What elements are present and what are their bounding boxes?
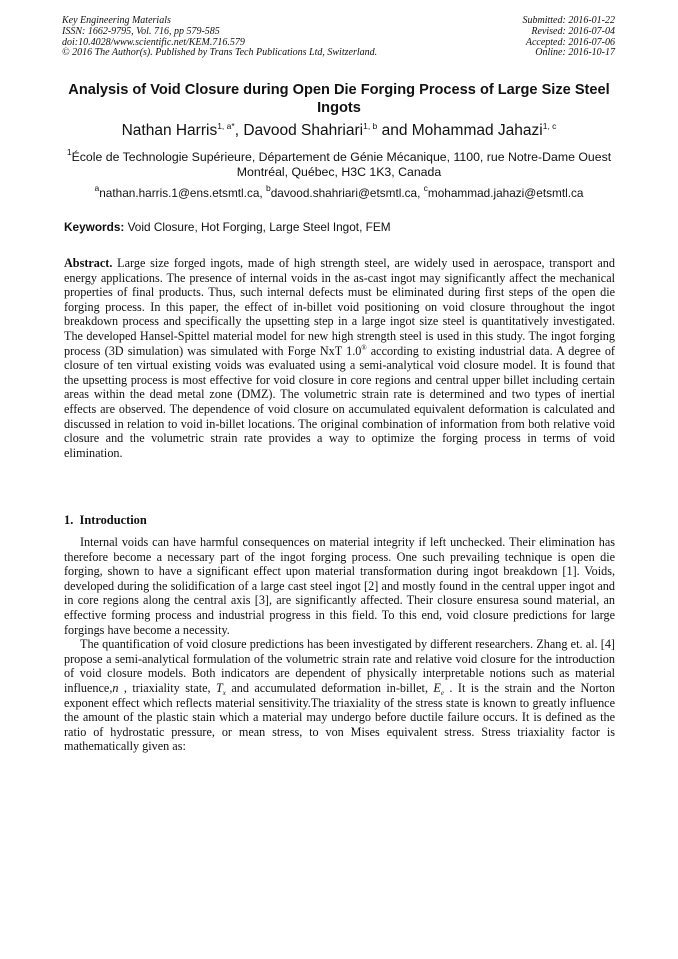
abstract-text: according to existing industrial data. A degree of closure of ten virtual existing voids was evaluated using a semi-analytical void closure model. It is found that the upsetting process is most effective for void closure in core regions and central upper billet including certain areas within the dead metal zone (DMZ). The volumetric strain rate is determined and two types of inertial effects are observed. The dependence of void closure on accumulated equivalent deformation is calculated and discussed in relation to void in-billet locations. The original combination of information from both relative void closure and the volumetric strain rate provides a way to optimize the forging process in terms of void elimination. [64, 343, 615, 460]
paragraph-text: The quantification of void closure predictions has been investigated by different researchers. Zhang et. al. [4] propose a semi-analytical formulation of the volumetric strain rate and relative void closure for the introduction of void closure models. Both indicators are dependent of physically interpretable notions such as material influence, [64, 637, 615, 695]
math-symbol-n: n [112, 680, 119, 695]
email-address[interactable]: davood.shahriari@etsmtl.ca, [270, 186, 424, 200]
paragraph-text: , triaxiality state, [118, 680, 217, 695]
doi[interactable]: doi:10.4028/www.scientific.net/KEM.716.579 [62, 36, 245, 48]
author-list [40, 122, 638, 140]
author-affiliation-mark: 1, b [363, 121, 378, 131]
author-affiliation-mark: 1, a* [217, 121, 235, 131]
copyright: © 2016 The Author(s). Published by Trans Tech Publications Ltd, Switzerland. [62, 47, 378, 59]
paragraph: Internal voids can have harmful consequences on material integrity if left unchecked. Their elimination has therefore become a necessary part of the ingot forging process. One such prevailing technique is open die forging, shown to have a significant effect upon material transformation during ingot breakdown [1]. Voids, developed during the solidification of a large cast steel ingot [2] and mostly found in the central upper ingot and in core regions along the central axis [3], are significantly affected. Their closure ensuresa sound material, an effective forming process and industrial progress in this field. To this end, void closure predictions for large forgings have become a necessity. [64, 535, 615, 637]
affiliation [60, 147, 618, 180]
email-list [40, 183, 638, 200]
author-separator: and [377, 122, 412, 139]
online-date: Online: 2016-10-17 [535, 47, 615, 59]
abstract-label: Abstract. [64, 256, 113, 270]
keywords-label: Keywords: [64, 220, 125, 234]
email-mark: c [423, 183, 428, 193]
keywords [64, 220, 624, 234]
revised-date: Revised: 2016-07-04 [531, 25, 615, 37]
math-symbol-E: E [433, 680, 441, 695]
author-name: Nathan Harris [121, 122, 218, 139]
section-title: Introduction [79, 513, 147, 527]
abstract-text: Large size forged ingots, made of high strength steel, are widely used in aerospace, transport and energy applications. The presence of internal voids in the as-cast ingot may significantly affect the mechanical properties of final products. Thus, such internal defects must be eliminated during first steps of the open die forging process. In this paper, the effect of in-billet void positioning on void closure throughout the ingot breakdown process and specifically the upsetting step in a large ingot size steel is quantitatively investigated. The developed Hansel-Spittel material model for new high strength steel is used in this study. The ingot forging process (3D simulation) was simulated with Forge NxT 1.0 [64, 256, 615, 358]
affiliation-mark: 1 [66, 147, 72, 157]
email-address[interactable]: nathan.harris.1@ens.etsmtl.ca, [99, 186, 266, 200]
author-name: Mohammad Jahazi [411, 122, 543, 139]
accepted-date: Accepted: 2016-07-06 [525, 36, 615, 48]
abstract [64, 256, 615, 460]
paragraph [64, 637, 615, 754]
paragraph-text: . It is the strain and the Norton exponent effect which reflects material sensitivity.The triaxiality of the stress state is known to greatly influence the amount of the plastic stain which a material may undergo before ductile failure occurs. It is defined as the ratio of hydrostatic pressure, or mean stress, to von Mises equivalent stress. Stress triaxiality factor is mathematically given as: [64, 680, 616, 754]
section-number: 1. [64, 513, 74, 527]
math-subscript: x [222, 688, 226, 697]
section-heading [64, 513, 147, 527]
email-address[interactable]: mohammad.jahazi@etsmtl.ca [427, 186, 584, 200]
math-subscript: e [440, 688, 444, 697]
issn: ISSN: 1662-9795, Vol. 716, pp 579-585 [62, 25, 220, 37]
registered-mark: ® [361, 343, 367, 352]
journal-name: Key Engineering Materials [62, 15, 171, 26]
email-mark: a [94, 183, 100, 193]
introduction-body [64, 535, 615, 754]
journal-header-left [62, 16, 377, 59]
author-name: Davood Shahriari [243, 122, 364, 139]
email-mark: b [265, 183, 271, 193]
paragraph-text: and accumulated deformation in-billet, [225, 680, 434, 695]
keywords-text: Void Closure, Hot Forging, Large Steel Ingot, FEM [124, 220, 391, 234]
math-symbol-T: T [216, 680, 223, 695]
submitted-date: Submitted: 2016-01-22 [522, 15, 615, 26]
affiliation-text: École de Technologie Supérieure, Département de Génie Mécanique, 1100, rue Notre-Dame Ouest Montréal, Québec, H3C 1K3, Canada [71, 150, 612, 179]
paper-title: Analysis of Void Closure during Open Die Forging Process of Large Size Steel Ingots [68, 82, 610, 116]
journal-header-right [523, 16, 616, 59]
author-affiliation-mark: 1, c [542, 121, 557, 131]
author-separator: , [234, 122, 244, 139]
